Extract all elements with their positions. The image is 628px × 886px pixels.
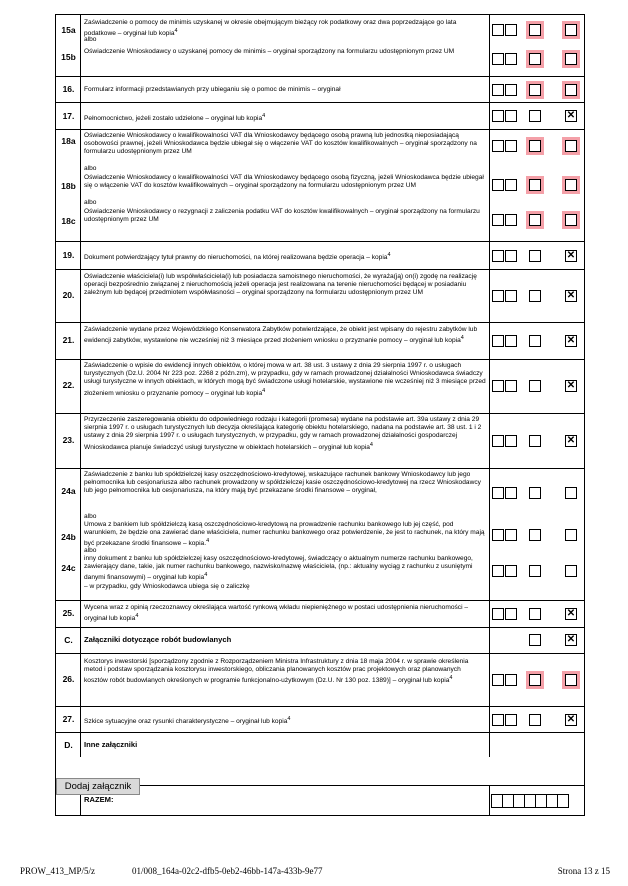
row-number: 27. — [62, 714, 75, 724]
not-applicable-checkbox-checked[interactable]: ✕ — [566, 608, 576, 619]
row-text: Formularz informacji przedstawianych przy ubieganiu się o pomoc de minimis – oryginał — [84, 86, 341, 93]
row-number: 15b — [61, 52, 76, 62]
attached-checkbox[interactable] — [529, 250, 541, 262]
section-c-header — [56, 627, 584, 653]
row-number: 21. — [62, 335, 75, 345]
not-applicable-checkbox-checked[interactable]: ✕ — [566, 290, 576, 301]
section-letter: C. — [64, 635, 73, 645]
copies-boxes[interactable] — [492, 249, 518, 263]
row-15 — [56, 15, 584, 76]
not-applicable-checkbox[interactable] — [562, 137, 580, 155]
row-22 — [56, 359, 584, 413]
copies-boxes[interactable] — [492, 486, 518, 500]
row-16 — [56, 76, 584, 102]
row-20 — [56, 269, 584, 322]
row-text: Oświadczenie Wnioskodawcy o uzyskanej pomocy de minimis – oryginał sporządzony na formularzu udostępnionym przez UM — [84, 48, 455, 55]
copies-boxes[interactable] — [492, 23, 518, 37]
copies-boxes[interactable] — [492, 607, 518, 621]
row-number: 18a — [61, 136, 76, 146]
attached-checkbox[interactable] — [529, 290, 541, 302]
row-19 — [56, 241, 584, 269]
attached-checkbox[interactable] — [526, 21, 544, 39]
not-applicable-checkbox[interactable] — [562, 671, 580, 689]
copies-boxes[interactable] — [492, 109, 518, 123]
copies-boxes[interactable] — [492, 334, 518, 348]
row-text: Zaświadczenie z banku lub spółdzielczej kasy oszczędnościowo-kredytowej, wskazujące rachunek bankowy Wnioskodawcy lub jego pełnomocnika lub cesjonariusza albo rachunek prowadzony w spółdzielczej kasie oszczędnościowo-kredytowej na rzecz Wnioskodawcy lub jego pełnomocnika lub cesjonariusza, na który mają być przekazane środki finansowe – oryginał, — [84, 471, 481, 495]
albo-label: albo — [84, 547, 97, 554]
row-number: 18c — [61, 216, 76, 226]
section-title: Załączniki dotyczące robót budowlanych — [84, 635, 232, 644]
not-applicable-checkbox[interactable] — [562, 211, 580, 229]
not-applicable-checkbox-checked[interactable]: ✕ — [566, 714, 576, 725]
copies-boxes[interactable] — [492, 52, 518, 66]
row-number: 24a — [61, 486, 76, 496]
row-text: Wycena wraz z opinią rzeczoznawcy określająca wartość rynkową wkładu niepieniężnego w postaci udostępnienia nieruchomości – oryginał lub kopia$^4$ — [84, 604, 469, 623]
not-applicable-checkbox-checked[interactable]: ✕ — [566, 380, 576, 391]
row-26 — [56, 653, 584, 706]
row-25 — [56, 600, 584, 627]
copies-boxes[interactable] — [492, 673, 518, 687]
row-21 — [56, 322, 584, 359]
albo-label: albo — [84, 199, 97, 206]
row-number: 15a — [61, 25, 76, 35]
attachments-table — [55, 14, 585, 816]
attached-checkbox[interactable] — [529, 714, 541, 726]
copies-boxes[interactable] — [492, 139, 518, 153]
row-text: Przyrzeczenie zaszeregowania obiektu do odpowiedniego rodzaju i kategorii (promesa) wydane na podstawie art. 39a ustawy z dnia 29 sierpnia 1997 r. o usługach turystycznych lub decyzja określająca kategorię obiektu hotelarskiego, nadana na podstawie art. 38 ust. 1 i 2 ustawy z dnia 29 sierpnia 1997 r. o usługach turystycznych, w przypadku, gdy w ramach prowadzonej działalności gospodarczej Wnioskodawca planuje świadczyć usługi turystyczne w obiektach hotelarskich – oryginał lub kopia$^4$ — [84, 416, 482, 451]
attached-checkbox[interactable] — [526, 211, 544, 229]
not-applicable-checkbox[interactable] — [565, 487, 577, 499]
not-applicable-checkbox[interactable] — [565, 565, 577, 577]
attached-checkbox[interactable] — [529, 634, 541, 646]
not-applicable-checkbox-checked[interactable]: ✕ — [566, 335, 576, 346]
attached-checkbox[interactable] — [526, 137, 544, 155]
row-text: Zaświadczenie o pomocy de minimis uzyskanej w okresie obejmującym bieżący rok podatkowy oraz dwa poprzedzające go lata podatkowe – oryginał lub kopia$^4$ — [84, 19, 457, 38]
row-number: 16. — [62, 84, 75, 94]
copies-boxes[interactable] — [492, 213, 518, 227]
row-text: inny dokument z banku lub spółdzielczej kasy oszczędnościowo-kredytowej, świadczący o aktualnym numerze rachunku bankowego, zawierający dane, takie, jak numer rachunku bankowego, nazwisko/nazwę właściciela, (np.: aktualny wyciąg z rachunku z usuniętymi danymi finansowymi) – oryginał lub kopia$^4$ – w przypadku, gdy Wnioskodawca ubiega się o zaliczkę — [84, 555, 473, 590]
not-applicable-checkbox-checked[interactable]: ✕ — [566, 634, 576, 645]
not-applicable-checkbox-checked[interactable]: ✕ — [566, 250, 576, 261]
albo-label: albo — [84, 165, 97, 172]
copies-boxes[interactable] — [492, 379, 518, 393]
not-applicable-checkbox[interactable] — [562, 50, 580, 68]
row-number: 23. — [62, 435, 75, 445]
row-number: 24c — [61, 563, 76, 573]
section-letter: D. — [64, 740, 73, 750]
copies-boxes[interactable] — [492, 178, 518, 192]
row-number: 22. — [62, 380, 75, 390]
copies-boxes[interactable] — [492, 434, 518, 448]
row-text: Oświadczenie właściciela(i) lub współwłaściciela(i) lub posiadacza samoistnego nieruchomości, że wyraża(ją) on(i) zgodę na realizację operacji bezpośrednio związanej z nieruchomością jeżeli operacja jest realizowana na terenie nieruchomości będącej w posiadaniu zależnym lub będącej przedmiotem współwłasności – oryginał sporządzony na formularzu udostępnionym przez UM — [84, 273, 477, 297]
attached-checkbox[interactable] — [526, 671, 544, 689]
row-text: Oświadczenie Wnioskodawcy o kwalifikowalności VAT dla Wnioskodawcy będącego osobą fizyczną, jeżeli Wnioskodawca będzie ubiegał się o włączenie VAT do kosztów kwalifikowalnych – oryginał sporządzony na formularzu udostępnionym przez UM — [84, 174, 484, 190]
attached-checkbox[interactable] — [529, 608, 541, 620]
attached-checkbox[interactable] — [526, 50, 544, 68]
row-text: Dokument potwierdzający tytuł prawny do nieruchomości, na której realizowana będzie operacja – kopia$^4$ — [84, 252, 391, 262]
not-applicable-checkbox[interactable] — [562, 81, 580, 99]
row-23 — [56, 413, 584, 468]
row-18 — [56, 129, 584, 241]
not-applicable-checkbox-checked[interactable]: ✕ — [566, 110, 576, 121]
row-text: Oświadczenie Wnioskodawcy o kwalifikowalności VAT dla Wnioskodawcy będącego osobą prawną lub jednostką nieposiadającą osobowości prawnej, jeżeli Wnioskodawca będzie ubiegał się o włączenie VAT do kosztów kwalifikowalnych – oryginał sporządzony na formularzu udostępnionym przez UM — [84, 132, 477, 156]
attached-checkbox[interactable] — [529, 380, 541, 392]
copies-boxes[interactable] — [492, 528, 518, 542]
row-number: 24b — [61, 532, 76, 542]
copies-boxes[interactable] — [492, 83, 518, 97]
row-number: 17. — [62, 111, 75, 121]
add-attachment-button[interactable]: Dodaj załącznik — [56, 778, 140, 795]
section-d-header — [56, 732, 584, 757]
row-27 — [56, 706, 584, 732]
row-text: Oświadczenie Wnioskodawcy o rezygnacji z zaliczenia podatku VAT do kosztów kwalifikowalnych – oryginał sporządzony na formularzu udostępnionym przez UM — [84, 208, 480, 224]
row-number: 20. — [62, 290, 75, 300]
albo-label: albo — [84, 36, 97, 43]
attached-checkbox[interactable] — [529, 435, 541, 447]
row-text: Pełnomocnictwo, jeżeli zostało udzielone – oryginał lub kopia$^4$ — [84, 113, 266, 123]
row-text: Umowa z bankiem lub spółdzielczą kasą oszczędnościowo-kredytową na prowadzenie rachunku bankowego lub jej część, pod warunkiem, że będzie ona zawierać dane właściciela, numer rachunku bankowego oraz potwierdzenie, że jest to rachunek, na który mają być przekazane środki finansowe – kopia.$^4$ — [84, 521, 485, 548]
total-label: RAZEM: — [84, 795, 114, 804]
section-title: Inne załączniki — [84, 740, 138, 749]
not-applicable-checkbox[interactable] — [565, 529, 577, 541]
albo-label: albo — [84, 513, 97, 520]
attached-checkbox[interactable] — [529, 565, 541, 577]
row-number: 18b — [61, 181, 76, 191]
row-text: Szkice sytuacyjne oraz rysunki charakterystyczne – oryginał lub kopia$^4$ — [84, 716, 291, 726]
row-number: 26. — [62, 674, 75, 684]
row-text: Kosztorys inwestorski [sporządzony zgodnie z Rozporządzeniem Ministra Infrastruktury z dnia 18 maja 2004 r. w sprawie określenia metod i podstaw sporządzania kosztorysu inwestorskiego, obliczania planowanych kosztów prac projektowych oraz planowanych kosztów robót budowlanych określonych w programie funkcjonalno-użytkowym (Dz.U. Nr 130 poz. 1389)] – oryginał lub kopia$^4$ — [84, 658, 469, 685]
row-number: 19. — [62, 250, 75, 260]
row-24 — [56, 468, 584, 600]
form-code: PROW_413_MP/5/z — [20, 866, 96, 876]
attached-checkbox[interactable] — [529, 529, 541, 541]
attached-checkbox[interactable] — [529, 487, 541, 499]
total-input[interactable] — [491, 794, 578, 808]
attached-checkbox[interactable] — [526, 176, 544, 194]
not-applicable-checkbox[interactable] — [562, 21, 580, 39]
attached-checkbox[interactable] — [529, 110, 541, 122]
row-17 — [56, 102, 584, 129]
document-id: 01/008_164a-02c2-dfb5-0eb2-46bb-147a-433b-9e77 — [132, 866, 323, 876]
row-text: Zaświadczenie wydane przez Wojewódzkiego Konserwatora Zabytków potwierdzające, że obiekt jest wpisany do rejestru zabytków lub ewidencji zabytków, wystawione nie wcześniej niż 3 miesiące przed złożeniem wniosku o przyznanie pomocy – oryginał lub kopia$^4$ — [84, 326, 478, 345]
row-text: Zaświadczenie o wpisie do ewidencji innych obiektów, o której mowa w art. 38 ust. 3 ustawy z dnia 29 sierpnia 1997 r. o usługach turystycznych (Dz.U. 2004 Nr 223 poz. 2268 z późn.zm), w przypadku, gdy w ramach prowadzonej działalności Wnioskodawca świadczy usługi turystyczne w innych obiektach, w których mogą być świadczone usługi hotelarskie, wystawione nie wcześniej niż 3 miesiące przed złożeniem wniosku o przyznanie pomocy – oryginał lub kopia$^4$ — [84, 362, 486, 397]
attached-checkbox[interactable] — [526, 81, 544, 99]
row-number: 25. — [62, 608, 75, 618]
not-applicable-checkbox[interactable] — [562, 176, 580, 194]
copies-boxes[interactable] — [492, 713, 518, 727]
attached-checkbox[interactable] — [529, 335, 541, 347]
copies-boxes[interactable] — [492, 289, 518, 303]
copies-boxes[interactable] — [492, 564, 518, 578]
page-number: Strona 13 z 15 — [557, 866, 610, 876]
not-applicable-checkbox-checked[interactable]: ✕ — [566, 435, 576, 446]
